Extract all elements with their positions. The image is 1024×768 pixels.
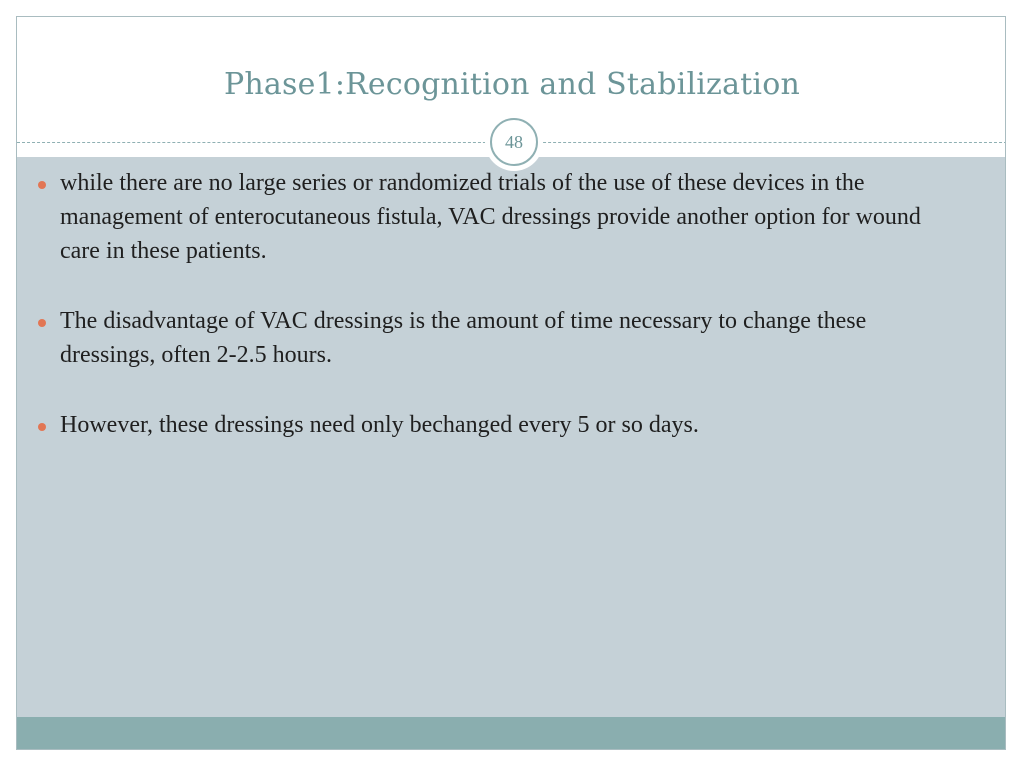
bullet-item — [38, 304, 958, 372]
bullet-dot-icon — [38, 319, 46, 327]
page-number-badge — [485, 113, 543, 171]
bullet-dot-icon — [38, 423, 46, 431]
bullet-text: However, these dressings need only bechanged every 5 or so days. — [60, 412, 699, 438]
bullet-list — [38, 166, 958, 478]
bullet-item — [38, 408, 958, 442]
footer-bar — [17, 717, 1006, 750]
bullet-text: while there are no large series or randomized trials of the use of these devices in the management of enterocutaneous fistula, VAC dressings provide another option for wound care in these patients. — [60, 170, 921, 264]
bullet-text: The disadvantage of VAC dressings is the amount of time necessary to change these dressings, often 2-2.5 hours. — [60, 308, 867, 368]
slide-title: Phase1:Recognition and Stabilization — [224, 67, 800, 102]
bullet-dot-icon — [38, 181, 46, 189]
bullet-item — [38, 166, 958, 268]
page-number: 48 — [490, 118, 538, 166]
